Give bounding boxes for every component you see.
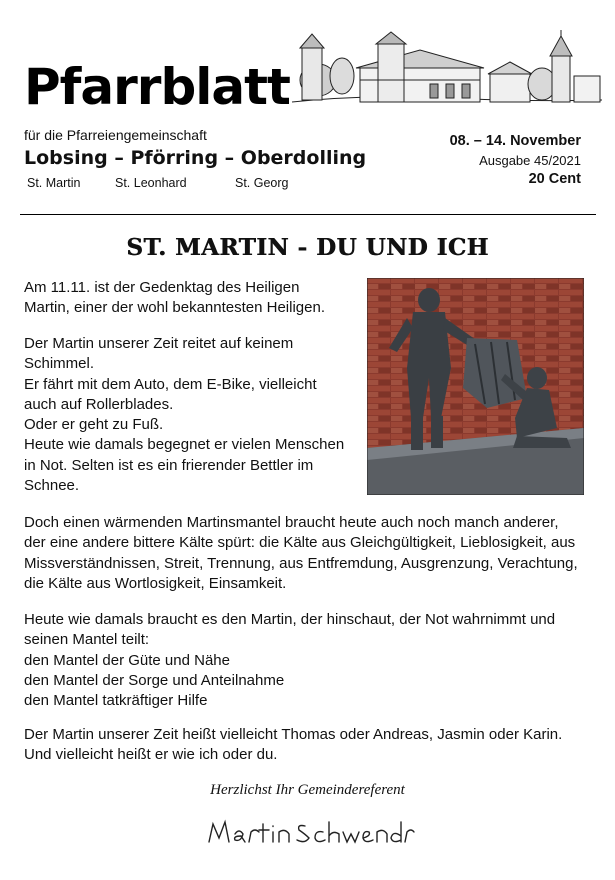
issue-info: [450, 132, 581, 189]
paragraph-intro: [24, 278, 364, 319]
text-line: Der Martin unserer Zeit reitet auf keinem: [24, 335, 294, 352]
issue-number: Ausgabe 45/2021: [479, 153, 581, 168]
article-headline: ST. MARTIN - DU UND ICH: [126, 234, 489, 261]
text-line: Martin, einer der wohl bekanntesten Heiligen.: [24, 299, 326, 317]
saint-leonhard-label: St. Leonhard: [115, 176, 187, 190]
masthead-title: Pfarrblatt: [24, 58, 290, 116]
text-line: Schimmel.: [24, 355, 95, 373]
martin-statue-photo-icon: [367, 278, 584, 495]
text-line: Schnee.: [24, 477, 80, 495]
text-line: Er fährt mit dem Auto, dem E-Bike, vielleicht: [24, 375, 317, 393]
text-line: den Mantel tatkräftiger Hilfe: [24, 692, 208, 710]
paragraph-names: [24, 725, 596, 766]
text-line: Heute wie damals begegnet er vielen Menschen: [24, 436, 345, 454]
text-line: den Mantel der Güte und Nähe: [24, 651, 230, 669]
signature-icon: [205, 812, 415, 857]
text-line: in Not. Selten ist es ein frierender Bettler im: [24, 456, 314, 474]
text-line: Der Martin unserer Zeit heißt vielleicht Thomas oder Andreas, Jasmin oder Karin.: [24, 726, 563, 743]
text-line: Doch einen wärmenden Martinsmantel braucht heute auch noch manch anderer,: [24, 514, 559, 531]
masthead-subtitle: für die Pfarreiengemeinschaft: [24, 127, 207, 143]
text-line: die Kälte aus Wortlosigkeit, Einsamkeit.: [24, 574, 287, 592]
paragraph-cloak: [24, 610, 596, 711]
text-line: Missverständnissen, Streit, Trennung, aus Entfremdung, Ausgrenzung, Verachtung,: [24, 554, 578, 572]
header-divider: [20, 214, 596, 215]
saint-martin-label: St. Martin: [27, 176, 81, 190]
paragraph-modern-martin: [24, 334, 364, 496]
text-line: Am 11.11. ist der Gedenktag des Heiligen: [24, 279, 300, 296]
paragraph-cold: [24, 513, 596, 594]
text-line: auch auf Rollerblades.: [24, 395, 174, 413]
text-line: Heute wie damals braucht es den Martin, der hinschaut, der Not wahrnimmt und: [24, 611, 556, 628]
parishes-line: Lobsing – Pförring – Oberdolling: [24, 147, 367, 169]
text-line: Und vielleicht heißt er wie ich oder du.: [24, 746, 278, 764]
issue-price: 20 Cent: [528, 171, 581, 187]
text-line: seinen Mantel teilt:: [24, 631, 150, 649]
issue-dates: 08. – 14. November: [449, 133, 581, 149]
text-line: den Mantel der Sorge und Anteilnahme: [24, 671, 285, 689]
closing-greeting: Herzlichst Ihr Gemeindereferent: [210, 782, 405, 798]
saint-georg-label: St. Georg: [235, 176, 289, 190]
church-sketch-icon: [290, 28, 605, 113]
text-line: der eine andere bittere Kälte spürt: die Kälte aus Gleichgültigkeit, Lieblosigkeit, aus: [24, 534, 576, 552]
text-line: Oder er geht zu Fuß.: [24, 416, 164, 434]
